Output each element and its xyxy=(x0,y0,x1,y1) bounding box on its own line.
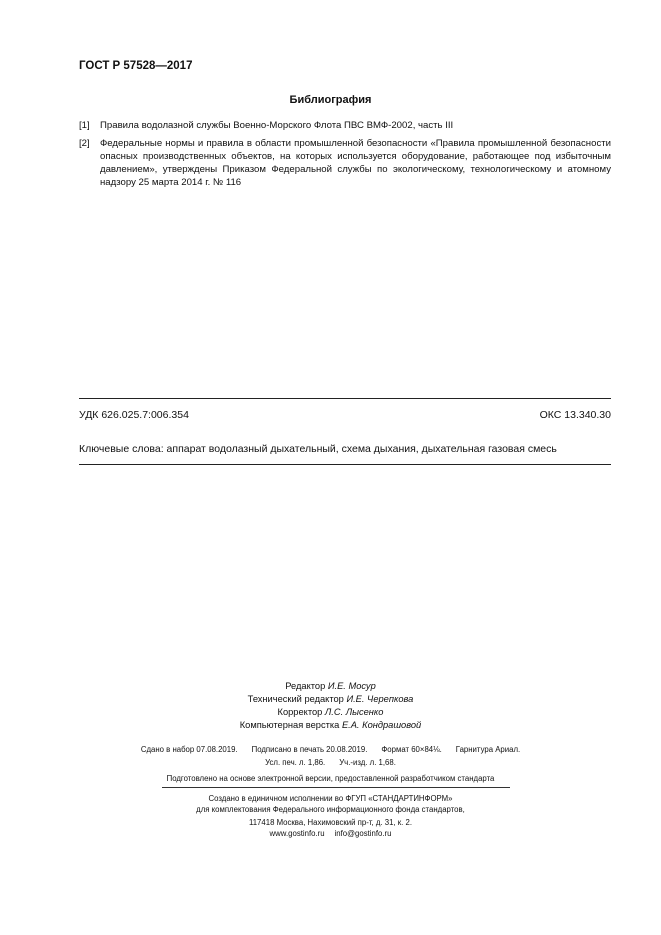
print-info-row-2 xyxy=(0,756,661,769)
publisher-email[interactable]: info@gostinfo.ru xyxy=(334,829,392,838)
credit-name: Л.С. Лысенко xyxy=(324,707,384,717)
bibliography-entry-number: [1] xyxy=(79,120,90,131)
credit-tech-editor xyxy=(0,693,661,706)
print-info-row-1 xyxy=(0,743,661,756)
divider-top xyxy=(79,398,611,399)
bibliography-entry-number: [2] xyxy=(79,138,90,149)
print-sent-date: Сдано в набор 07.08.2019. xyxy=(140,745,238,754)
credit-role: Компьютерная верстка xyxy=(239,720,340,730)
print-info-block xyxy=(0,743,661,769)
bibliography-title: Библиография xyxy=(289,94,372,106)
credit-role: Редактор xyxy=(285,681,326,691)
credit-name: И.Е. Мосур xyxy=(327,681,376,691)
oks-code: ОКС 13.340.30 xyxy=(539,409,611,421)
credit-name: Е.А. Кондрашовой xyxy=(341,720,422,730)
publisher-website[interactable]: www.gostinfo.ru xyxy=(269,829,325,838)
bibliography-entry-text: Правила водолазной службы Военно-Морского Флота ПВС ВМФ-2002, часть III xyxy=(100,120,454,131)
publisher-divider xyxy=(162,787,510,788)
print-typeface: Гарнитура Ариал. xyxy=(455,745,521,754)
credit-layout xyxy=(0,719,661,732)
keywords-line: Ключевые слова: аппарат водолазный дыхательный, схема дыхания, дыхательная газовая смесь xyxy=(79,443,557,455)
print-sheets: Усл. печ. л. 1,86. xyxy=(265,758,326,767)
credits-block xyxy=(0,680,661,732)
print-pub-sheets: Уч.-изд. л. 1,68. xyxy=(339,758,396,767)
credit-role: Корректор xyxy=(277,707,323,717)
credit-editor xyxy=(0,680,661,693)
publisher-address-block xyxy=(0,817,661,839)
credit-name: И.Е. Черепкова xyxy=(346,694,414,704)
publisher-line-1: Создано в единичном исполнении во ФГУП «СТАНДАРТИНФОРМ» xyxy=(208,794,453,803)
credit-role: Технический редактор xyxy=(247,694,344,704)
credit-proofreader xyxy=(0,706,661,719)
print-format: Формат 60×84⅛. xyxy=(381,745,442,754)
print-signed-date: Подписано в печать 20.08.2019. xyxy=(251,745,368,754)
publisher-address: 117418 Москва, Нахимовский пр-т, д. 31, к. 2. xyxy=(248,818,413,827)
publisher-block xyxy=(0,793,661,815)
bibliography-entry-text: Федеральные нормы и правила в области промышленной безопасности «Правила промышленной безопасности опасных производственных объектов, на которых используется оборудование, работающее под избыточным давлением», утверждены Приказом Федеральной службы по экологическому, технологическому и атомному надзору 25 марта 2014 г. № 116 xyxy=(100,138,611,188)
prepared-note: Подготовлено на основе электронной версии, предоставленной разработчиком стандарта xyxy=(166,774,495,783)
document-code: ГОСТ Р 57528—2017 xyxy=(79,60,193,72)
udk-code: УДК 626.025.7:006.354 xyxy=(79,409,189,421)
publisher-line-2: для комплектования Федерального информационного фонда стандартов, xyxy=(196,805,465,814)
publisher-contacts xyxy=(0,828,661,839)
divider-bottom xyxy=(79,464,611,465)
